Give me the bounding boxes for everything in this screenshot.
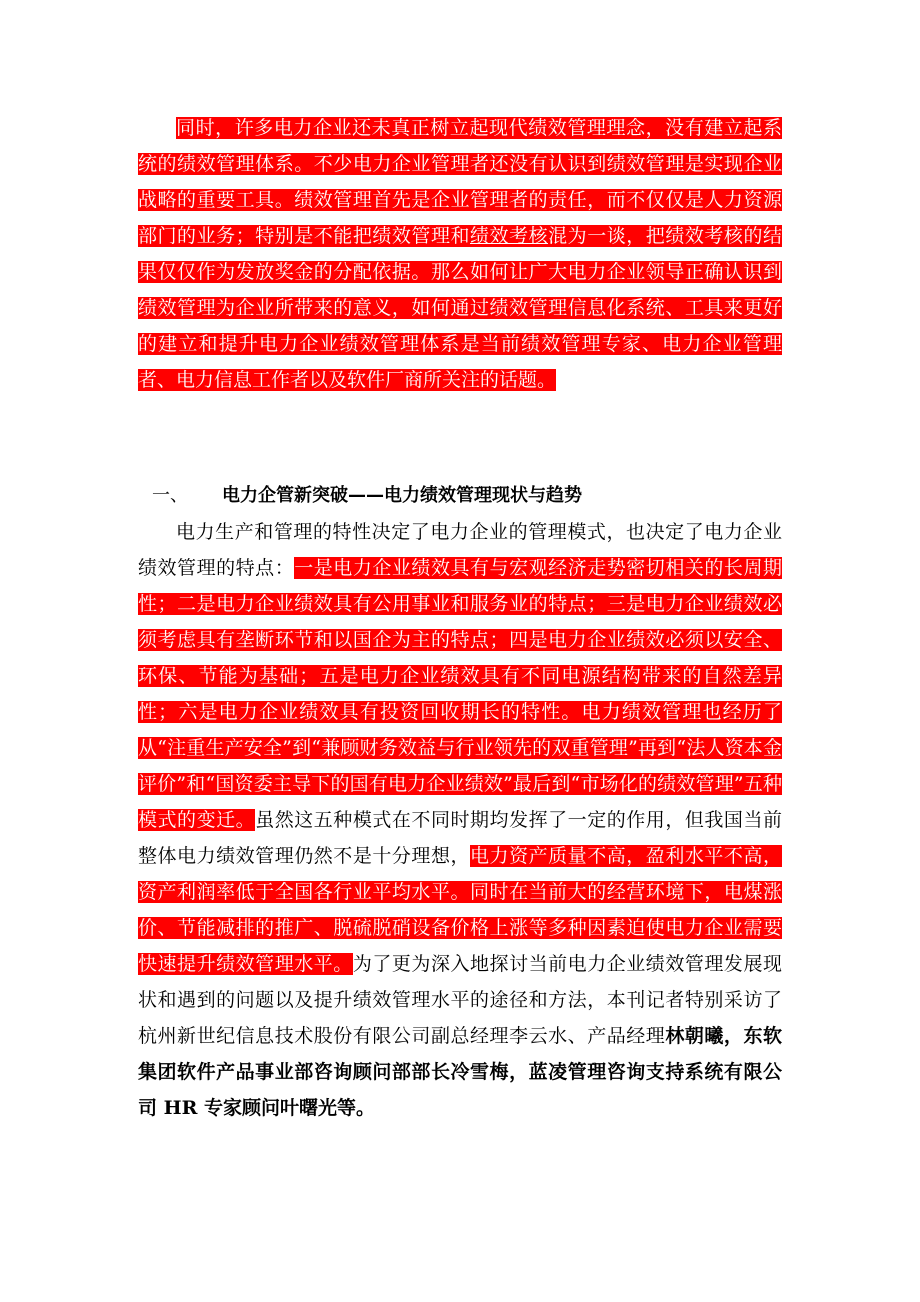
- plain-text: 电力生产和管理的特性决定了电力企业的管理模式，也决定了电力企业绩效管理的特点：: [138, 521, 782, 579]
- highlighted-text: 混为一谈，把绩效考核的结果仅仅作为发放奖金的分配依据。那么如何让广大电力企业领导正确认识到绩效管理为企业所带来的意义，如何通过绩效管理信息化系统、工具来更好的建立和提升电力企业绩效管理体系是当前绩效管理专家、电力企业管理者、电力信息工作者以及软件厂商所关注的话题。: [138, 225, 782, 391]
- section-heading: [138, 478, 782, 514]
- section-number: 一、: [152, 485, 188, 506]
- plain-text: 为了更为深入地探讨当前电力企业绩效管理发展现状和遇到的问题以及提升绩效管理水平的途径和方法，本刊记者特别采访了杭州新世纪信息技术股份有限公司副总经理李云水、产品经理: [138, 953, 782, 1047]
- highlighted-text: 同时，许多电力企业还未真正树立起现代绩效管理理念，没有建立起系统的绩效管理体系。不少电力企业管理者还没有认识到绩效管理是实现企业战略的重要工具。绩效管理首先是企业管理者的责任，而不仅仅是人力资源部门的业务；特别是不能把绩效管理和: [138, 117, 782, 247]
- intro-paragraph: [138, 110, 782, 398]
- underlined-term: 绩效考核: [470, 225, 549, 247]
- bold-text: 林朝曦，东软集团软件产品事业部咨询顾问部部长冷雪梅，蓝凌管理咨询支持系统有限公司 HR 专家顾问叶曙光等。: [138, 1025, 782, 1119]
- highlighted-text: 电力资产质量不高，盈利水平不高，资产利润率低于全国各行业平均水平。同时在当前大的经营环境下，电煤涨价、节能减排的推广、脱硫脱硝设备价格上涨等多种因素迫使电力企业需要快速提升绩效管理水平。: [138, 845, 782, 975]
- plain-text: 虽然这五种模式在不同时期均发挥了一定的作用，但我国当前整体电力绩效管理仍然不是十分理想，: [138, 809, 782, 867]
- body-paragraph: [138, 514, 782, 1126]
- document-page: [138, 110, 782, 1126]
- section-title: 电力企管新突破——电力绩效管理现状与趋势: [222, 485, 582, 506]
- highlighted-text: 一是电力企业绩效具有与宏观经济走势密切相关的长周期性；二是电力企业绩效具有公用事业和服务业的特点；三是电力企业绩效必须考虑具有垄断环节和以国企为主的特点；四是电力企业绩效必须以安全、环保、节能为基础；五是电力企业绩效具有不同电源结构带来的自然差异性；六是电力企业绩效具有投资回收期长的特性。电力绩效管理也经历了从“注重生产安全”到“兼顾财务效益与行业领先的双重管理”再到“法人资本金评价”和“国资委主导下的国有电力企业绩效”最后到“市场化的绩效管理”五种模式的变迁。: [138, 557, 782, 831]
